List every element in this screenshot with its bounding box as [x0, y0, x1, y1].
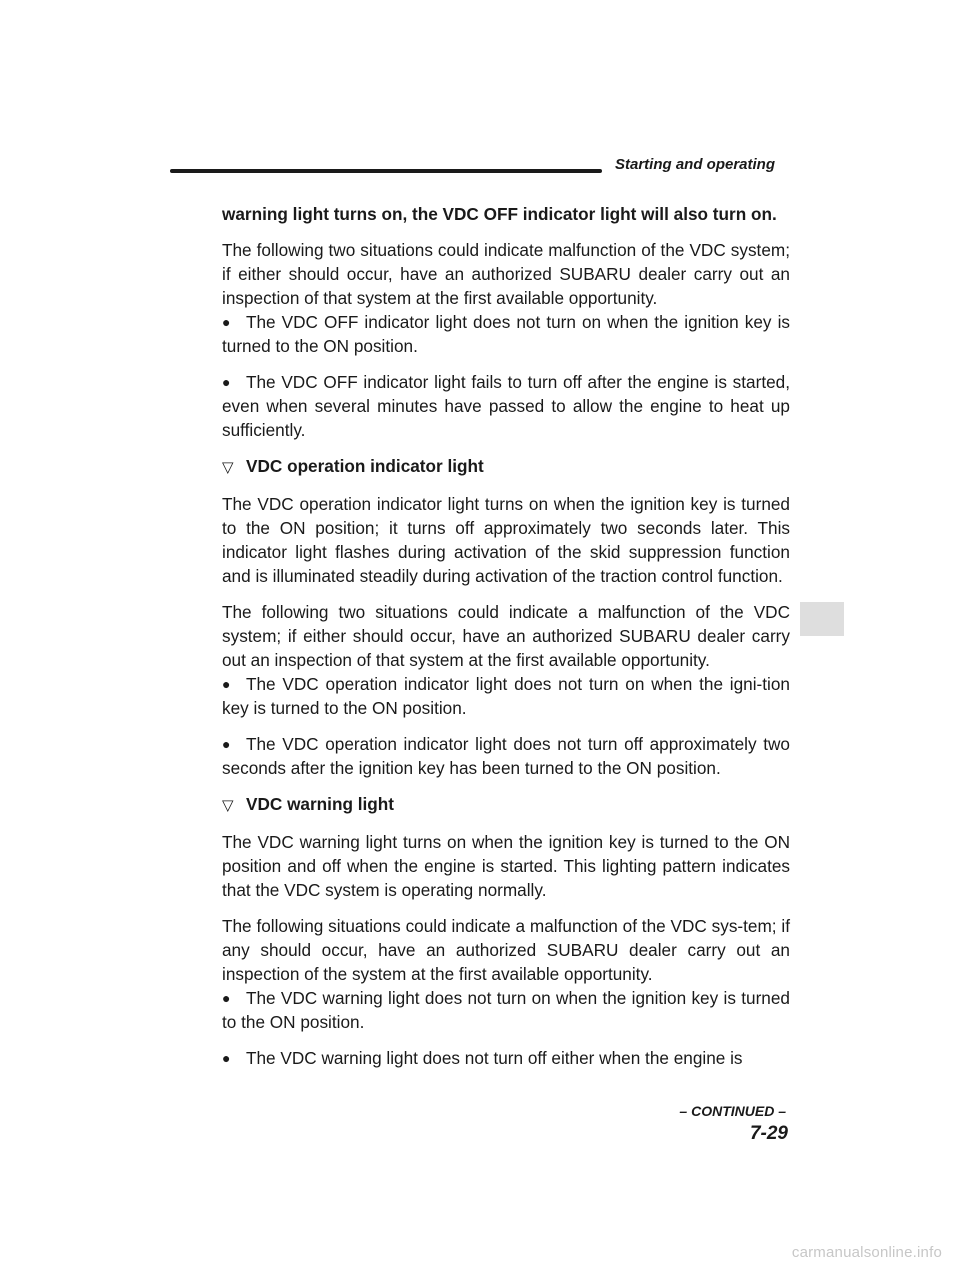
bullet-icon: ●: [222, 676, 231, 692]
paragraph: The following situations could indicate a malfunction of the VDC sys-tem; if any should occur, have an authorized SUBARU dealer carry out an inspection of the system at the first available opportunity.: [222, 916, 790, 984]
paragraph: The following two situations could indicate a malfunction of the VDC system; if either should occur, have an authorized SUBARU dealer carry out an inspection of that system at the first available opportunity.: [222, 602, 790, 670]
subheading: [222, 792, 790, 818]
bullet-text: The VDC OFF indicator light does not turn on when the ignition key is turned to the ON position.: [222, 312, 790, 356]
paragraph: The VDC operation indicator light turns on when the ignition key is turned to the ON position; it turns off approximately two seconds later. This indicator light flashes during activation of the skid suppression function and is illuminated steadily during activation of the traction control function.: [222, 494, 790, 586]
bullet-text: The VDC operation indicator light does not turn on when the igni-tion key is turned to the ON position.: [222, 674, 790, 718]
bullet-text: The VDC warning light does not turn on when the ignition key is turned to the ON position.: [222, 988, 790, 1032]
page-number: 7-29: [749, 1123, 788, 1144]
subheading-text: VDC operation indicator light: [246, 456, 484, 476]
bullet-item: [222, 986, 790, 1034]
bullet-item: [222, 370, 790, 442]
bullet-item: [222, 732, 790, 780]
bullet-item: [222, 310, 790, 358]
bullet-icon: ●: [222, 374, 231, 390]
triangle-marker-icon: ▽: [222, 797, 234, 814]
paragraph: The following two situations could indicate malfunction of the VDC system; if either should occur, have an authorized SUBARU dealer carry out an inspection of that system at the first available opportunity.: [222, 240, 790, 308]
bullet-text: The VDC OFF indicator light fails to turn off after the engine is started, even when several minutes have passed to allow the engine to heat up sufficiently.: [222, 372, 790, 440]
bullet-icon: ●: [222, 1050, 231, 1066]
chapter-tab: [800, 602, 844, 636]
bullet-text: The VDC operation indicator light does not turn off approximately two seconds after the ignition key has been turned to the ON position.: [222, 734, 790, 778]
page-body: [222, 202, 790, 1082]
bullet-text: The VDC warning light does not turn off either when the engine is: [246, 1048, 743, 1068]
section-title: Starting and operating: [615, 156, 776, 173]
continued-label: – CONTINUED –: [679, 1103, 786, 1119]
bullet-item: [222, 672, 790, 720]
paragraph: warning light turns on, the VDC OFF indicator light will also turn on.: [222, 204, 777, 224]
bullet-icon: ●: [222, 314, 231, 330]
bullet-item: [222, 1046, 790, 1070]
subheading: [222, 454, 790, 480]
bullet-icon: ●: [222, 736, 231, 752]
watermark: carmanualsonline.info: [791, 1244, 942, 1261]
bullet-icon: ●: [222, 990, 231, 1006]
triangle-marker-icon: ▽: [222, 459, 234, 476]
subheading-text: VDC warning light: [246, 794, 394, 814]
header-rule: [170, 169, 602, 173]
paragraph: The VDC warning light turns on when the ignition key is turned to the ON position and off when the engine is started. This lighting pattern indicates that the VDC system is operating normally.: [222, 832, 790, 900]
